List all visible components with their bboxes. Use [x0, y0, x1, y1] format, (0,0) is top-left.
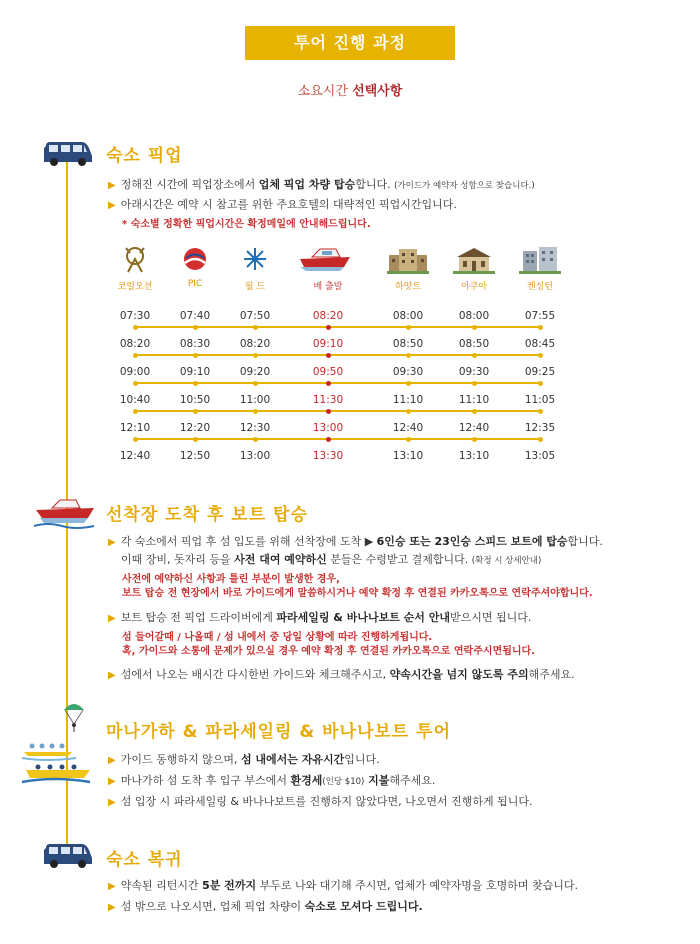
schedule-time: 12:30 — [239, 422, 271, 434]
schedule-time: 13:10 — [458, 450, 490, 462]
schedule-time: 08:30 — [179, 338, 211, 350]
hotel-label: 월 드 — [244, 282, 266, 292]
schedule-time: 09:00 — [119, 366, 151, 378]
hotel-label: 배 출발 — [313, 282, 343, 292]
schedule-time: 12:40 — [458, 422, 490, 434]
schedule-dot — [538, 437, 543, 442]
schedule-time: 07:30 — [119, 310, 151, 322]
schedule-time: 13:10 — [392, 450, 424, 462]
schedule-time: 11:10 — [392, 394, 424, 406]
page-subtitle: 소요시간 선택사항 — [297, 84, 403, 99]
section-title-return: 숙소 복귀 — [106, 850, 183, 870]
boat-warning-2: 보트 탑승 전 현장에서 바로 가이드에게 말씀하시거나 예약 확정 후 연결된 카카오톡으로 연락주셔야합니다. — [122, 588, 593, 599]
schedule-time: 07:55 — [524, 310, 556, 322]
tour-bullet-1: ▶ 가이드 동행하지 않으며, 섬 내에서는 자유시간입니다. — [108, 753, 380, 766]
schedule-dot — [193, 353, 198, 358]
schedule-dot — [406, 437, 411, 442]
schedule-dot — [472, 325, 477, 330]
schedule-dot — [193, 409, 198, 414]
boat-warning-4: 혹, 가이드와 소통에 문제가 있으실 경우 예약 확정 후 연결된 카카오톡으로 연락주시면됩니다. — [122, 646, 535, 657]
hotel-label: 아쿠아 — [460, 282, 488, 292]
banana-boat-icon — [20, 740, 92, 786]
aqua-building-icon — [451, 245, 497, 275]
schedule-dot — [326, 353, 331, 358]
van-icon — [42, 842, 94, 870]
kensington-building-icon — [517, 245, 563, 275]
schedule-time: 10:50 — [179, 394, 211, 406]
page-title: 투어 진행 과정 — [245, 26, 455, 60]
schedule-dot — [406, 353, 411, 358]
tour-bullet-2: ▶ 마나가하 섬 도착 후 입구 부스에서 환경세(인당 $10) 지불해주세요. — [108, 774, 436, 787]
section-title-boat: 선착장 도착 후 보트 탑승 — [106, 505, 308, 525]
boat-bullet-1: ▶ 각 숙소에서 픽업 후 섬 입도를 위해 선착장에 도착 ▶ 6인승 또는 23인승 스피드 보트에 탑승합니다. — [108, 535, 603, 548]
schedule-dot — [253, 325, 258, 330]
boat-bullet-2: ▶ 보트 탑승 전 픽업 드라이버에게 파라세일링 & 바나나보트 순서 안내받으시면 됩니다. — [108, 611, 532, 624]
pic-logo-icon — [172, 245, 218, 275]
schedule-dot — [406, 381, 411, 386]
schedule-time: 09:50 — [312, 366, 344, 378]
schedule-time: 08:50 — [458, 338, 490, 350]
schedule-dot — [472, 409, 477, 414]
schedule-time: 12:10 — [119, 422, 151, 434]
schedule-time: 11:10 — [458, 394, 490, 406]
schedule-time: 10:40 — [119, 394, 151, 406]
schedule-dot — [133, 325, 138, 330]
boat-warning-1: 사전에 예약하신 사항과 틀린 부분이 발생한 경우, — [122, 574, 340, 585]
schedule-time: 07:40 — [179, 310, 211, 322]
schedule-dot — [538, 325, 543, 330]
parasailing-icon — [62, 700, 86, 734]
schedule-dot — [193, 381, 198, 386]
schedule-time: 08:45 — [524, 338, 556, 350]
schedule-dot — [253, 409, 258, 414]
schedule-dot — [472, 353, 477, 358]
hotel-label: PIC — [187, 279, 203, 289]
schedule-time: 12:35 — [524, 422, 556, 434]
schedule-time: 09:20 — [239, 366, 271, 378]
schedule-time: 09:10 — [312, 338, 344, 350]
schedule-dot — [472, 437, 477, 442]
schedule-dot — [193, 437, 198, 442]
schedule-dot — [326, 409, 331, 414]
van-icon — [42, 140, 94, 168]
schedule-dot — [538, 409, 543, 414]
schedule-dot — [133, 353, 138, 358]
schedule-dot — [133, 409, 138, 414]
section-title-tour: 마나가하 & 파라세일링 & 바나나보트 투어 — [106, 722, 451, 742]
schedule-time: 11:00 — [239, 394, 271, 406]
schedule-dot — [326, 381, 331, 386]
boat-bullet-1-line2: 이때 장비, 돗자리 등을 사전 대여 예약하신 분들은 수령받고 결제합니다. (확정 시 상세안내) — [121, 553, 542, 566]
pickup-bullet-2: ▶ 아래시간은 예약 시 참고를 위한 주요호텔의 대략적인 픽업시간입니다. — [108, 198, 457, 211]
schedule-dot — [406, 409, 411, 414]
schedule-dot — [253, 353, 258, 358]
schedule-time: 08:50 — [392, 338, 424, 350]
section-title-pickup: 숙소 픽업 — [106, 146, 183, 166]
pickup-bullet-1: ▶ 정해진 시간에 픽업장소에서 업체 픽업 차량 탑승합니다. (가이드가 예약자 성함으로 찾습니다.) — [108, 178, 535, 191]
boat-warning-3: 섬 들어갈때 / 나올때 / 섬 내에서 중 당일 상황에 따라 진행하게됩니다. — [122, 632, 433, 643]
schedule-time: 12:40 — [119, 450, 151, 462]
schedule-dot — [193, 325, 198, 330]
schedule-time: 08:20 — [239, 338, 271, 350]
schedule-time: 08:20 — [119, 338, 151, 350]
schedule-dot — [253, 381, 258, 386]
schedule-time: 13:00 — [312, 422, 344, 434]
schedule-time: 07:50 — [239, 310, 271, 322]
schedule-time: 12:40 — [392, 422, 424, 434]
schedule-dot — [326, 325, 331, 330]
schedule-time: 12:20 — [179, 422, 211, 434]
schedule-time: 09:30 — [392, 366, 424, 378]
pickup-note: * 숙소별 정확한 픽업시간은 확정메일에 안내해드립니다. — [122, 219, 371, 230]
schedule-dot — [538, 353, 543, 358]
schedule-time: 09:30 — [458, 366, 490, 378]
schedule-time: 13:05 — [524, 450, 556, 462]
schedule-time: 13:00 — [239, 450, 271, 462]
schedule-time: 09:10 — [179, 366, 211, 378]
hyatt-building-icon — [385, 245, 431, 275]
return-bullet-1: ▶ 약속된 리턴시간 5분 전까지 부두로 나와 대기해 주시면, 업체가 예약자명을 호명하며 찾습니다. — [108, 879, 578, 892]
boat-bullet-3: ▶ 섬에서 나오는 배시간 다시한번 가이드와 체크해주시고, 약속시간을 넘지 않도록 주의해주세요. — [108, 668, 575, 681]
schedule-dot — [538, 381, 543, 386]
schedule-time: 11:05 — [524, 394, 556, 406]
hotel-label: 하얏트 — [394, 282, 422, 292]
schedule-time: 09:25 — [524, 366, 556, 378]
schedule-dot — [406, 325, 411, 330]
coral-ocean-logo-icon — [112, 245, 158, 275]
hotel-label: 코럴오션 — [117, 282, 153, 292]
schedule-time: 08:20 — [312, 310, 344, 322]
return-bullet-2: ▶ 섬 밖으로 나오시면, 업체 픽업 차량이 숙소로 모셔다 드립니다. — [108, 900, 423, 913]
schedule-time: 11:30 — [312, 394, 344, 406]
boat-icon — [294, 243, 356, 273]
schedule-time: 13:30 — [312, 450, 344, 462]
schedule-time: 08:00 — [458, 310, 490, 322]
speedboat-icon — [32, 496, 98, 530]
schedule-time: 08:00 — [392, 310, 424, 322]
schedule-time: 12:50 — [179, 450, 211, 462]
hotel-label: 켄싱턴 — [526, 282, 554, 292]
world-resort-logo-icon — [232, 245, 278, 275]
schedule-dot — [472, 381, 477, 386]
schedule-dot — [253, 437, 258, 442]
schedule-dot — [326, 437, 331, 442]
schedule-dot — [133, 381, 138, 386]
schedule-dot — [133, 437, 138, 442]
tour-bullet-3: ▶ 섬 입장 시 파라세일링 & 바나나보트를 진행하지 않았다면, 나오면서 진행하게 됩니다. — [108, 795, 533, 808]
